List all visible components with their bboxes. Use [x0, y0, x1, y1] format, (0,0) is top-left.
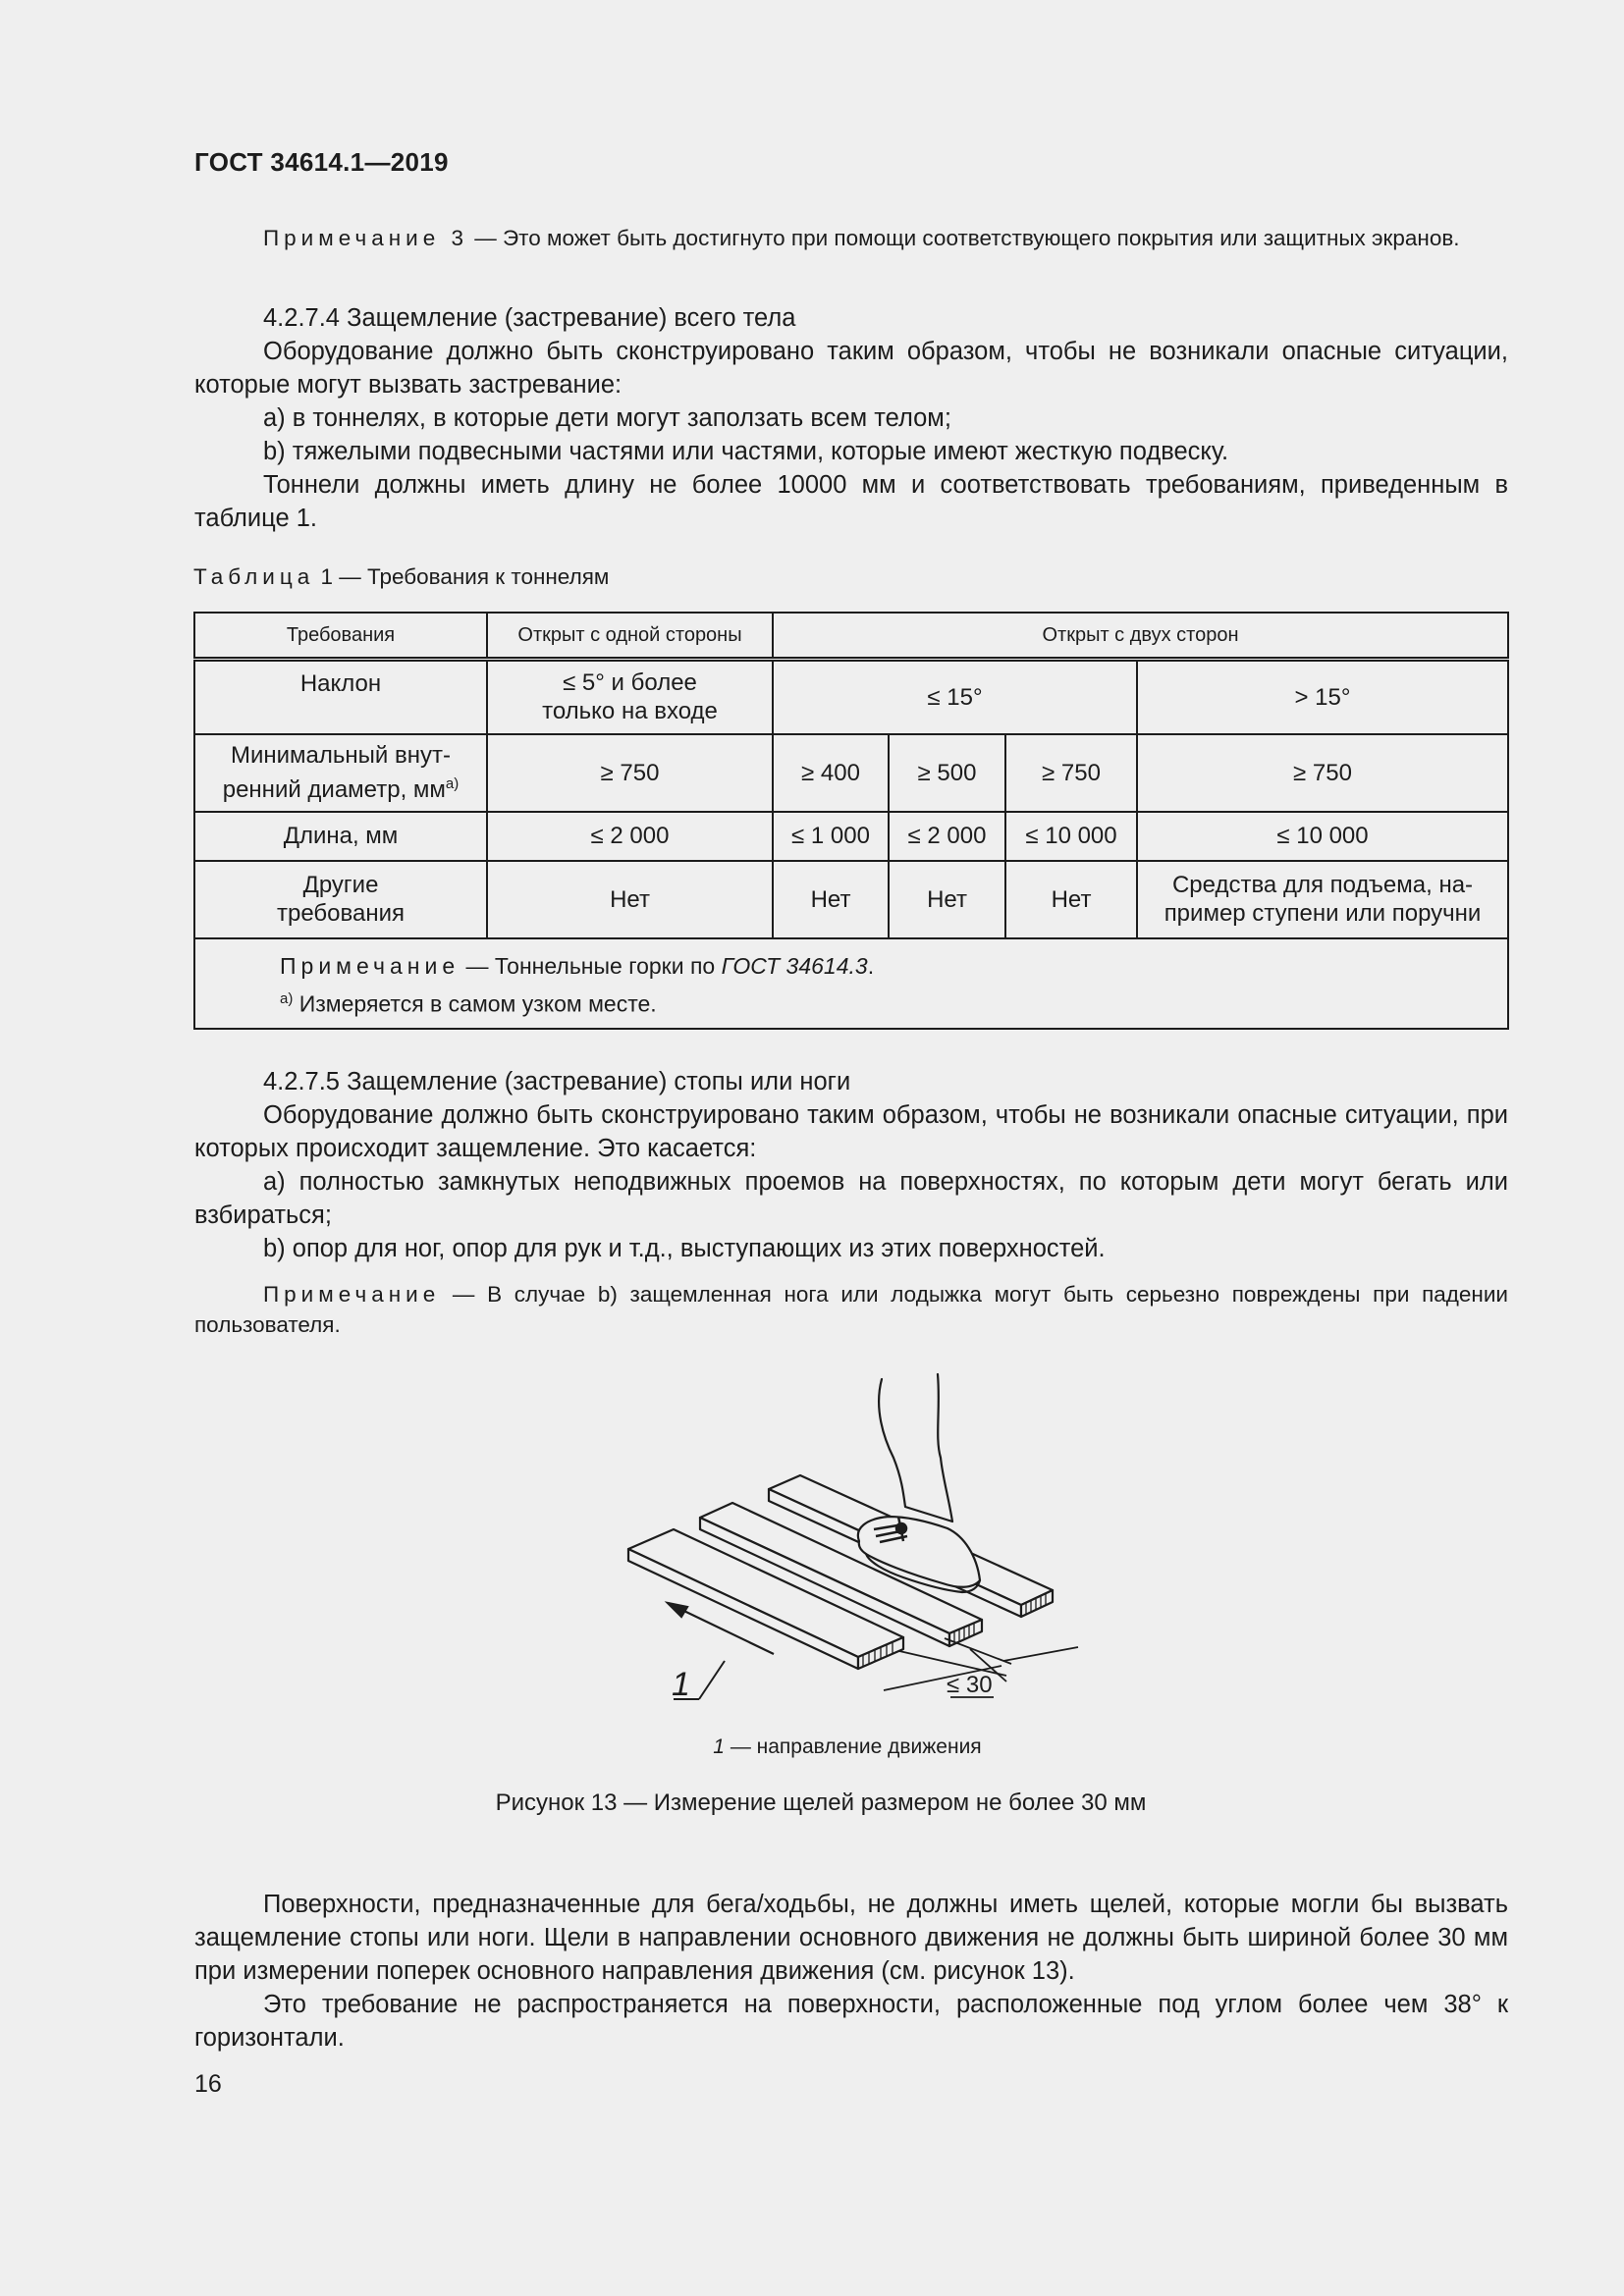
table-row [194, 812, 1508, 861]
figure-13-illustration [609, 1369, 1100, 1733]
table-cell: > 15° [1137, 660, 1508, 734]
paragraph: Тоннели должны иметь длину не более 10000 мм и соответствовать требованиям, приведенным в таблице 1. [194, 471, 1508, 532]
list-item: b) опор для ног, опор для рук и т.д., выступающих из этих поверхностей. [263, 1235, 1106, 1262]
list-item: b) тяжелыми подвесными частями или частями, которые имеют жесткую подвеску. [263, 438, 1229, 465]
note-label: Примечание [280, 952, 460, 979]
dimension-label: ≤ 30 [947, 1672, 993, 1698]
note-3 [194, 223, 1508, 253]
table-cell: ≤ 2 000 [487, 812, 773, 861]
table-row [194, 734, 1508, 812]
section-heading: 4.2.7.4 Защемление (застревание) всего тела [263, 304, 796, 332]
closing-text [194, 1888, 1508, 2055]
page-number: 16 [194, 2070, 222, 2098]
footnote-text: Измеряется в самом узком месте. [293, 990, 657, 1017]
table-cell: Нет [889, 861, 1005, 938]
table-cell: Нет [773, 861, 889, 938]
section-4-2-7-4 [194, 301, 1508, 535]
header-cell: Требования [194, 613, 487, 660]
cell-line: только на входе [542, 698, 718, 725]
table-cell: ≥ 750 [1137, 734, 1508, 812]
note-label: Примечание [263, 1282, 441, 1307]
table-cell: ≤ 1 000 [773, 812, 889, 861]
legend-text: — направление движения [724, 1735, 982, 1758]
table-note [280, 949, 1503, 983]
table-cell: ≤ 10 000 [1005, 812, 1137, 861]
table-cell: ≤ 2 000 [889, 812, 1005, 861]
note-end: . [867, 952, 875, 979]
table-row [194, 660, 1508, 734]
paragraph: Поверхности, предназначенные для бега/ходьбы, не должны иметь щелей, которые могли бы вызвать защемление стопы или ноги. Щели в направлении основного движения не должны быть шириной более 30 мм при измерении поперек основного направления движения (см. рисунок 13). [194, 1891, 1508, 1985]
figure-marker: 1 [672, 1666, 690, 1703]
section-4-2-7-5 [194, 1065, 1508, 1265]
table-caption-label: Таблица [193, 564, 315, 589]
foot-illustration [858, 1374, 980, 1592]
list-item: a) в тоннелях, в которые дети могут заползать всем телом; [263, 404, 951, 432]
note-3-text: — Это может быть достигнуто при помощи соответствующего покрытия или защитных экранов. [468, 226, 1460, 250]
leg [879, 1374, 952, 1522]
table-cell: ≤ 10 000 [1137, 812, 1508, 861]
label-text: ренний диаметр, мм [222, 776, 446, 803]
figure-legend [0, 1735, 1624, 1759]
cell-line: Другие [302, 872, 379, 898]
cell-line: пример ступени или поручни [1164, 900, 1482, 927]
table-cell: ≤ 15° [773, 660, 1137, 734]
paragraph: Оборудование должно быть сконструировано таким образом, чтобы не возникали опасные ситуации, которые могут вызвать застревание: [194, 338, 1508, 399]
document-header: ГОСТ 34614.1—2019 [194, 147, 449, 177]
cell-line: Средства для подъема, на- [1171, 872, 1474, 898]
table-cell: ≥ 400 [773, 734, 889, 812]
row-label [194, 861, 487, 938]
table-cell: ≥ 500 [889, 734, 1005, 812]
list-item: a) полностью замкнутых неподвижных проемов на поверхностях, по которым дети могут бегать или взбираться; [194, 1168, 1508, 1229]
table-header-row [194, 613, 1508, 660]
row-label: Длина, мм [194, 812, 487, 861]
section-note [194, 1279, 1508, 1340]
section-heading: 4.2.7.5 Защемление (застревание) стопы или ноги [263, 1068, 851, 1095]
cell-line: требования [277, 900, 405, 927]
legend-number: 1 [713, 1735, 725, 1758]
cell-line: Минимальный внут- [231, 742, 451, 769]
table-cell [1137, 861, 1508, 938]
header-cell: Открыт с двух сторон [773, 613, 1508, 660]
table-notes [194, 938, 1508, 1029]
table-cell: Нет [487, 861, 773, 938]
figure-title: Рисунок 13 — Измерение щелей размером не более 30 мм [495, 1789, 1147, 1816]
table-caption [193, 561, 609, 592]
tunnel-requirements-table [193, 612, 1509, 1030]
footnote-mark: a) [280, 989, 294, 1007]
footnote-mark: a) [445, 775, 460, 792]
note-reference: ГОСТ 34614.3 [721, 952, 868, 979]
table-cell: Нет [1005, 861, 1137, 938]
note-text: — Тоннельные горки по [460, 952, 722, 979]
table-row [194, 861, 1508, 938]
table-footnote [280, 983, 1503, 1021]
row-label [194, 734, 487, 812]
note-text: — В случае b) защемленная нога или лодыжка могут быть серьезно повреждены при падении пользователя. [194, 1282, 1508, 1337]
cell-line: ≤ 5° и более [563, 669, 697, 697]
table-cell [487, 660, 773, 734]
table-notes-row [194, 938, 1508, 1029]
paragraph: Оборудование должно быть сконструировано таким образом, чтобы не возникали опасные ситуации, при которых происходит защемление. Это касается: [194, 1101, 1508, 1162]
cell-line [199, 770, 482, 804]
header-cell: Открыт с одной стороны [487, 613, 773, 660]
paragraph: Это требование не распространяется на поверхности, расположенные под углом более чем 38° к горизонтали. [194, 1991, 1508, 2052]
note-3-label: Примечание 3 [263, 226, 468, 250]
table-cell: ≥ 750 [487, 734, 773, 812]
row-label: Наклон [194, 660, 487, 734]
table-caption-text: 1 — Требования к тоннелям [314, 564, 610, 589]
table-cell: ≥ 750 [1005, 734, 1137, 812]
